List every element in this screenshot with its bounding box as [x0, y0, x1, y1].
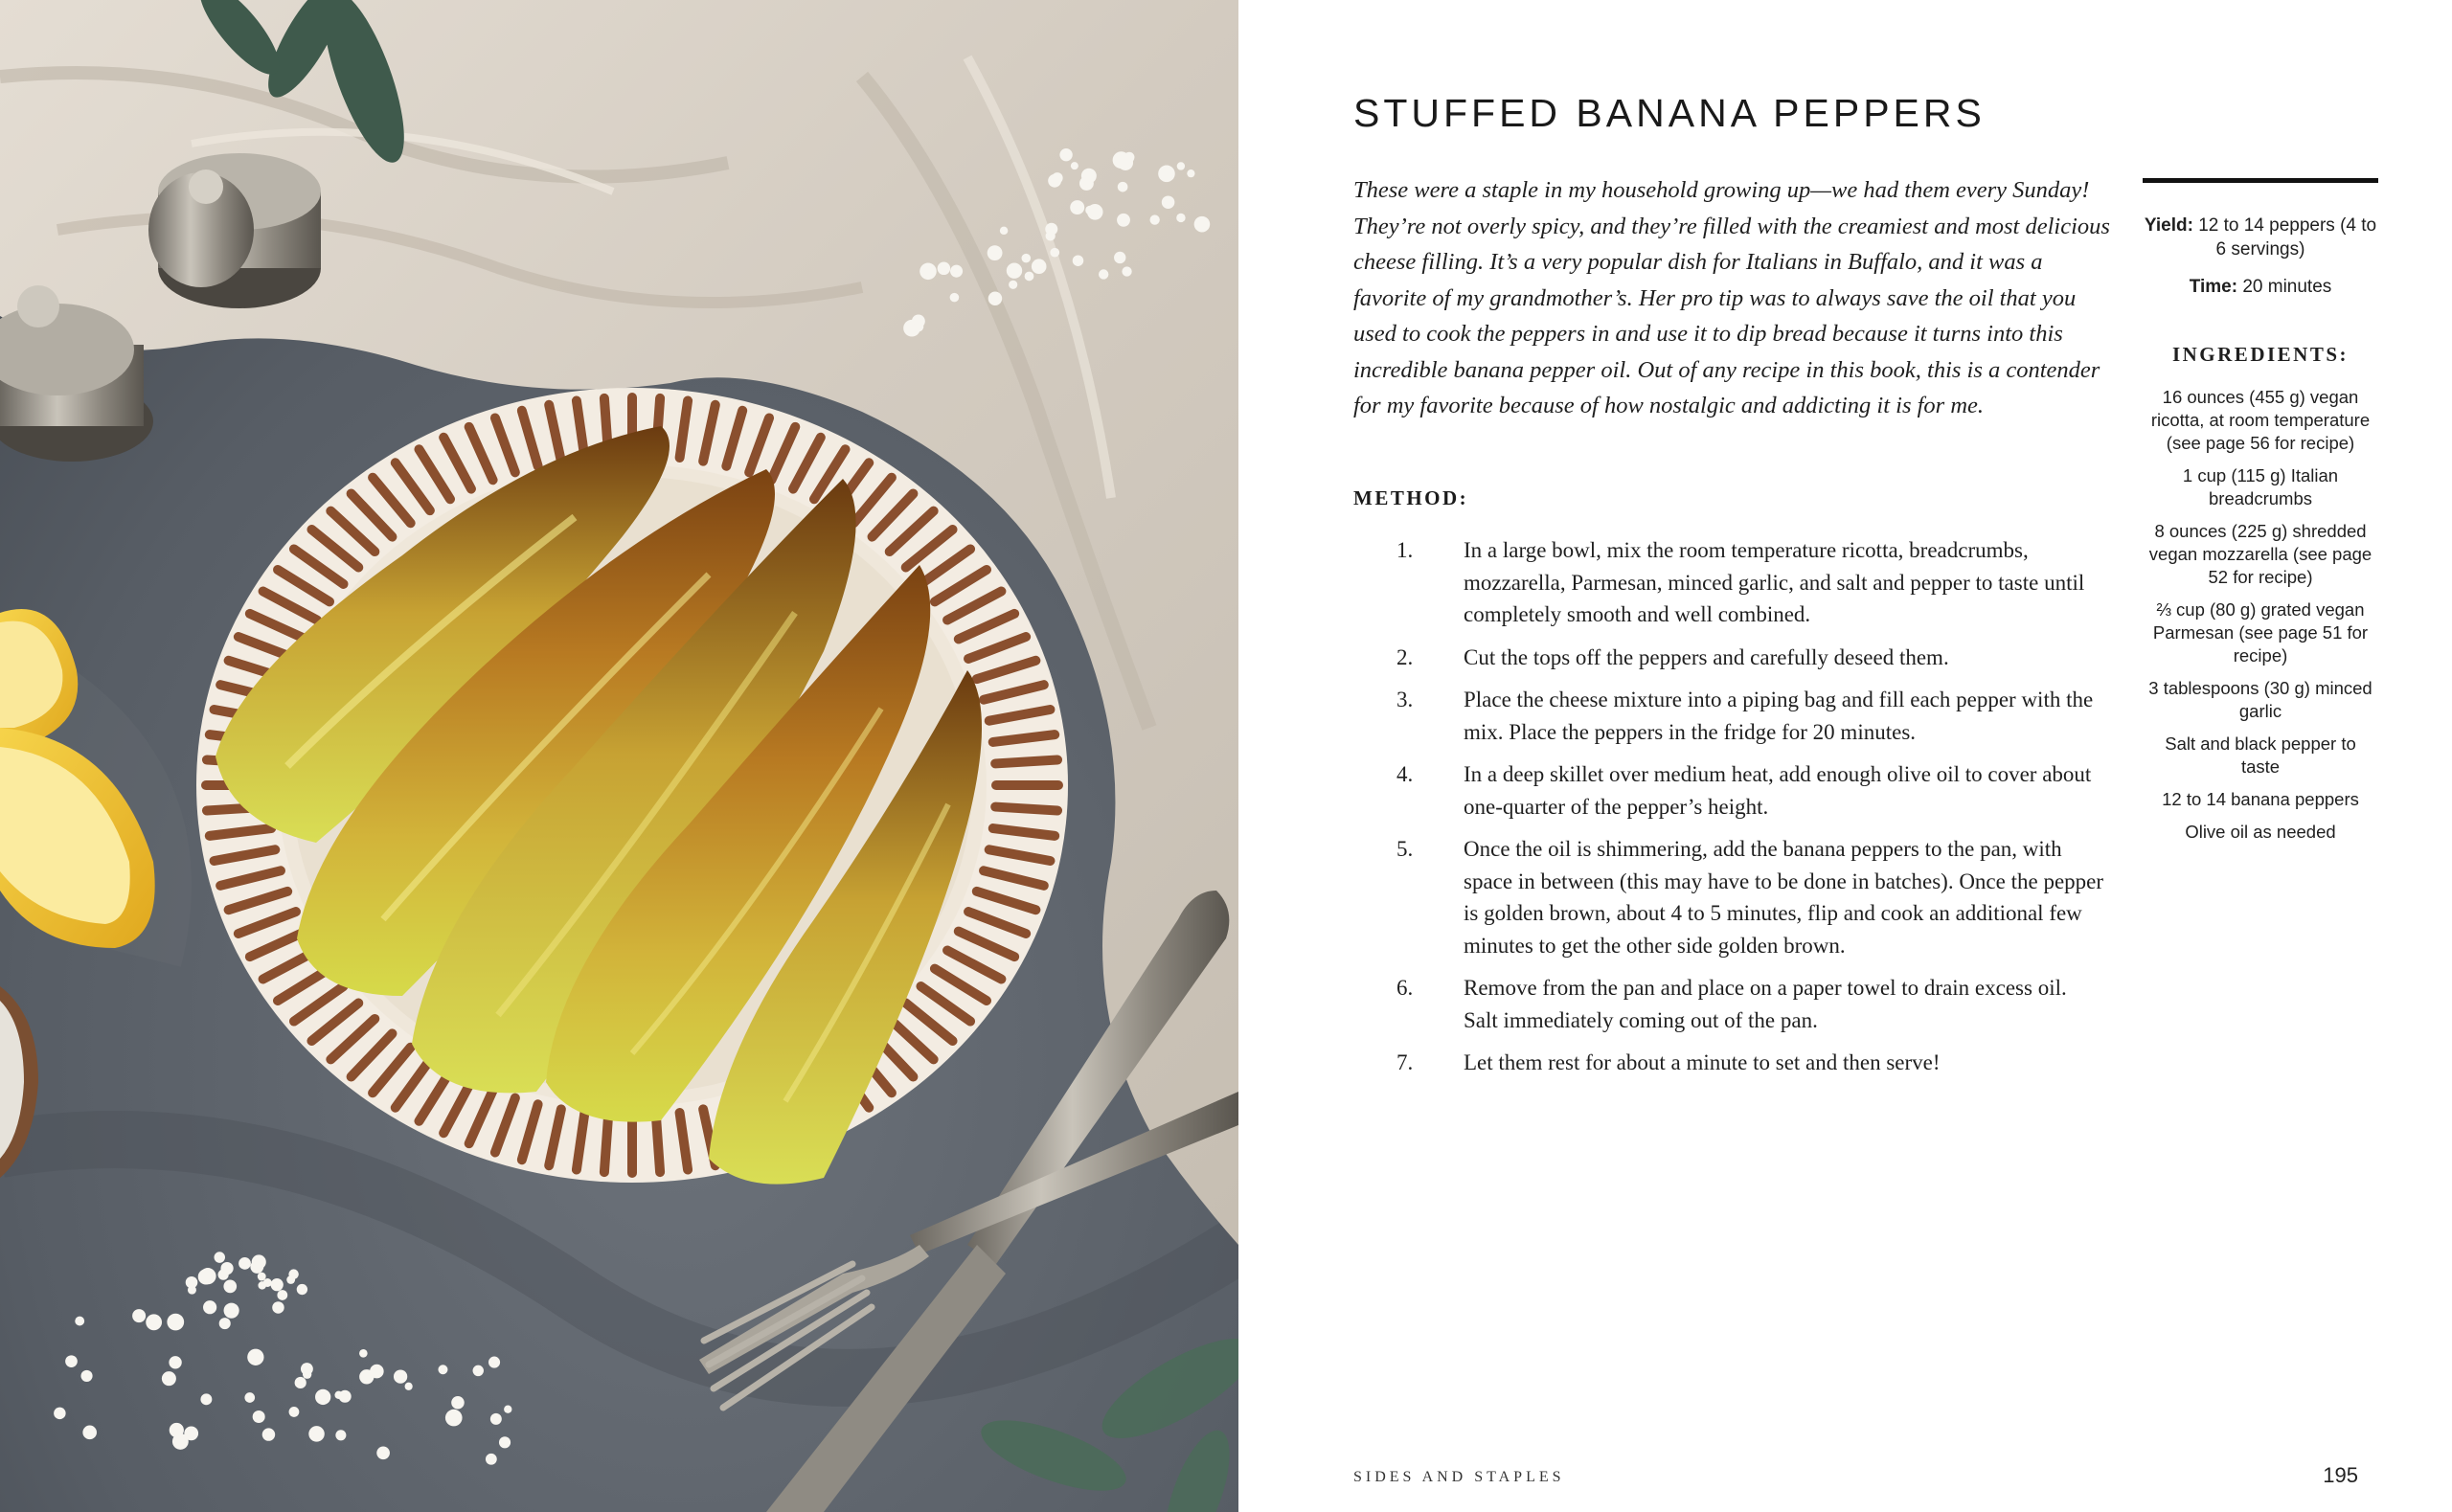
flower-blossom	[224, 1303, 239, 1319]
flower-blossom	[220, 1262, 233, 1275]
step-number: 2.	[1396, 644, 1414, 669]
method-step	[1396, 758, 2105, 823]
time-label: Time:	[2189, 277, 2238, 297]
flower-blossom	[253, 1410, 265, 1423]
flower-blossom	[1081, 169, 1097, 184]
flower-blossom	[1000, 227, 1008, 235]
flower-blossom	[334, 1391, 342, 1399]
ingredient-item: 16 ounces (455 g) vegan ricotta, at room temperature (see page 56 for recipe)	[2150, 387, 2371, 453]
yield-value: 12 to 14 peppers (4 to 6 servings)	[2198, 215, 2377, 260]
method-step	[1396, 642, 2105, 674]
flower-blossom	[1071, 162, 1078, 169]
flower-blossom	[200, 1393, 212, 1405]
section-footer: SIDES AND STAPLES	[1353, 1469, 1565, 1485]
flower-blossom	[1059, 148, 1072, 161]
flower-blossom	[1194, 216, 1211, 233]
step-text: Remove from the pan and place on a paper towel to drain excess oil. Salt immediately coming out of the pan.	[1464, 976, 2067, 1032]
step-number: 1.	[1396, 538, 1414, 562]
flower-blossom	[1046, 231, 1056, 240]
flower-blossom	[277, 1290, 287, 1300]
flower-blossom	[504, 1406, 511, 1413]
flower-blossom	[1114, 252, 1125, 263]
flower-blossom	[486, 1454, 497, 1465]
flower-blossom	[1158, 166, 1175, 183]
time-info	[2143, 275, 2378, 299]
flower-blossom	[199, 1268, 216, 1284]
method-step	[1396, 684, 2105, 748]
flower-blossom	[1048, 174, 1061, 188]
flower-blossom	[1070, 200, 1084, 214]
flower-blossom	[303, 1370, 311, 1379]
flower-blossom	[1099, 269, 1108, 279]
method-step	[1396, 534, 2105, 631]
flower-blossom	[65, 1355, 78, 1367]
flower-blossom	[188, 1286, 196, 1295]
flower-blossom	[132, 1309, 146, 1322]
method-heading: METHOD:	[1353, 486, 1469, 509]
recipe-sidebar	[2143, 178, 2378, 853]
flower-blossom	[162, 1371, 176, 1386]
flower-blossom	[1007, 262, 1022, 278]
step-text: Once the oil is shimmering, add the banana peppers to the pan, with space in between (this may have to be done in batches). Once the pepper is golden brown, about 4 to 5 minutes, flip and cook an additional few minutes to get the other side golden brown.	[1464, 837, 2104, 958]
flower-blossom	[1009, 281, 1017, 289]
yield-label: Yield:	[2144, 215, 2193, 236]
flower-blossom	[359, 1349, 368, 1358]
flower-blossom	[1122, 266, 1131, 276]
flower-blossom	[289, 1407, 300, 1417]
recipe-title: STUFFED BANANA PEPPERS	[1353, 91, 1986, 135]
flower-blossom	[319, 1395, 329, 1405]
ingredient-item: 1 cup (115 g) Italian breadcrumbs	[2182, 465, 2339, 508]
flower-blossom	[445, 1410, 463, 1427]
step-number: 5.	[1396, 837, 1414, 861]
flower-blossom	[258, 1273, 266, 1281]
flower-blossom	[297, 1284, 307, 1295]
flower-blossom	[1176, 214, 1185, 222]
flower-blossom	[223, 1280, 237, 1294]
flower-blossom	[1118, 182, 1128, 192]
flower-blossom	[262, 1428, 275, 1440]
plate-stripe	[995, 760, 1057, 764]
ingredient-item: 3 tablespoons (30 g) minced garlic	[2148, 678, 2373, 721]
flower-blossom	[238, 1257, 251, 1270]
flower-blossom	[272, 1301, 284, 1313]
step-number: 6.	[1396, 976, 1414, 1000]
flower-blossom	[75, 1317, 84, 1326]
flower-blossom	[146, 1314, 162, 1330]
flower-blossom	[1177, 162, 1185, 169]
flower-blossom	[1050, 248, 1059, 258]
plate-stripe	[656, 1115, 660, 1172]
step-number: 7.	[1396, 1050, 1414, 1074]
step-text: In a deep skillet over medium heat, add enough olive oil to cover about one-quarter of the pepper’s height.	[1464, 762, 2092, 819]
flower-blossom	[250, 1260, 263, 1274]
flower-blossom	[359, 1369, 374, 1384]
flower-blossom	[1123, 152, 1134, 164]
flower-blossom	[988, 245, 1003, 260]
flower-blossom	[247, 1349, 263, 1365]
flower-blossom	[263, 1278, 272, 1287]
yield-info	[2143, 214, 2378, 261]
flower-blossom	[394, 1369, 407, 1383]
flower-blossom	[244, 1392, 255, 1403]
method-steps	[1396, 534, 2105, 1090]
method-step	[1396, 833, 2105, 961]
flower-blossom	[1022, 254, 1032, 263]
flower-blossom	[490, 1413, 502, 1425]
flower-blossom	[1162, 195, 1175, 209]
flower-blossom	[169, 1356, 181, 1368]
flower-blossom	[80, 1370, 92, 1382]
ingredients-list	[2143, 386, 2378, 844]
flower-blossom	[1187, 169, 1194, 177]
ingredient-item: ⅔ cup (80 g) grated vegan Parmesan (see page 51 for recipe)	[2152, 599, 2369, 666]
sidebar-rule	[2143, 178, 2378, 183]
step-number: 4.	[1396, 762, 1414, 786]
flower-blossom	[167, 1314, 184, 1331]
flower-blossom	[950, 265, 963, 278]
flower-blossom	[438, 1365, 447, 1374]
flower-blossom	[988, 291, 1002, 305]
flower-blossom	[335, 1430, 346, 1440]
flower-blossom	[214, 1252, 225, 1263]
method-step	[1396, 1047, 2105, 1079]
flower-blossom	[1073, 255, 1084, 266]
step-text: In a large bowl, mix the room temperature ricotta, breadcrumbs, mozzarella, Parmesan, minced garlic, and salt and pepper to taste until completely smooth and well combined.	[1464, 538, 2085, 626]
flower-blossom	[54, 1408, 66, 1420]
flower-blossom	[1025, 272, 1034, 282]
ingredient-item: Salt and black pepper to taste	[2165, 733, 2356, 777]
flower-blossom	[950, 293, 960, 303]
plate-stripe	[995, 807, 1057, 811]
step-text: Place the cheese mixture into a piping bag and fill each pepper with the mix. Place the peppers in the fridge for 20 minutes.	[1464, 688, 2094, 744]
flower-blossom	[1032, 259, 1047, 274]
flower-blossom	[308, 1426, 325, 1442]
flower-blossom	[295, 1377, 306, 1388]
step-text: Let them rest for about a minute to set and then serve!	[1464, 1050, 1941, 1074]
flower-blossom	[920, 263, 937, 281]
ingredient-item: 12 to 14 banana peppers	[2162, 789, 2359, 809]
plate-stripe	[604, 1115, 608, 1172]
flower-blossom	[203, 1300, 216, 1314]
flower-blossom	[1087, 204, 1103, 220]
flower-blossom	[938, 262, 951, 276]
method-step	[1396, 972, 2105, 1036]
flower-blossom	[1117, 214, 1130, 227]
ingredient-item: 8 ounces (225 g) shredded vegan mozzarella (see page 52 for recipe)	[2148, 521, 2373, 587]
flower-blossom	[405, 1383, 413, 1390]
flower-blossom	[82, 1426, 97, 1440]
flower-blossom	[451, 1396, 465, 1410]
flower-blossom	[473, 1365, 484, 1376]
flower-blossom	[170, 1423, 184, 1437]
flower-blossom	[288, 1269, 298, 1278]
flower-blossom	[499, 1436, 511, 1448]
step-number: 3.	[1396, 688, 1414, 711]
time-value: 20 minutes	[2242, 277, 2332, 297]
page-number: 195	[2323, 1463, 2358, 1487]
ingredient-item: Olive oil as needed	[2185, 822, 2336, 842]
flower-blossom	[1150, 214, 1160, 224]
ingredients-heading: INGREDIENTS:	[2171, 343, 2350, 366]
flower-blossom	[271, 1278, 284, 1291]
flower-blossom	[219, 1318, 231, 1329]
recipe-intro: These were a staple in my household growing up—we had them every Sunday! They’re not overly spicy, and they’re filled with the creamiest and most delicious cheese filling. It’s a very popular dish for Italians in Buffalo, and it was a favorite of my grandmother’s. Her pro tip was to always save the oil that you used to cook the peppers in and use it to dip bread because it turns into this incredible banana pepper oil. Out of any recipe in this book, this is a contender for my favorite because of how nostalgic and addicting it is for me.	[1353, 177, 2110, 418]
step-text: Cut the tops off the peppers and carefully deseed them.	[1464, 644, 1949, 669]
flower-blossom	[376, 1446, 390, 1459]
recipe-page	[1238, 0, 2452, 1512]
flower-blossom	[488, 1357, 500, 1368]
flower-blossom	[914, 322, 923, 331]
